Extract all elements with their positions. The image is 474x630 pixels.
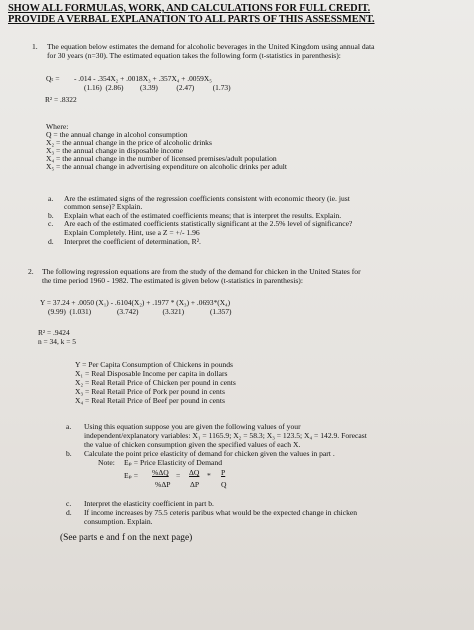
question-2-number: 2. bbox=[28, 267, 34, 276]
q2-note-definition: Eₚ = Price Elasticity of Demand bbox=[124, 458, 222, 467]
elasticity-denominator-1: %ΔP bbox=[155, 480, 171, 489]
q2-def-x1: X₁ = Real Disposable Income per capita in dollars bbox=[75, 369, 228, 378]
q1-part-c-line-2: Explain Completely. Hint, use a Z = +/- 1.96 bbox=[64, 228, 200, 237]
q1-part-c-line-1: Are each of the estimated coefficients statistically significant at the 2.5% level of significance? bbox=[64, 219, 353, 228]
q2-n-k: n = 34, k = 5 bbox=[38, 337, 76, 346]
q1-part-a-line-2: common sense)? Explain. bbox=[64, 202, 143, 211]
q1-part-d-line-1: Interpret the coefficient of determination, R². bbox=[64, 237, 201, 246]
question-1-intro-line-1: The equation below estimates the demand for alcoholic beverages in the United Kingdom using annual data bbox=[47, 42, 375, 51]
q1-def-x2: X₂ = the annual change in the price of alcoholic drinks bbox=[46, 138, 212, 147]
q2-part-b-label: b. bbox=[66, 449, 72, 458]
q1-part-b-label: b. bbox=[48, 211, 54, 220]
q2-part-a-line-2: independent/explanatory variables: X₁ = 1165.9; X₂ = 58.3; X₃ = 123.5; X₄ = 142.9. Forecast bbox=[84, 431, 367, 440]
q2-equation: Y = 37.24 + .0050 (X₁) - .6104(X₂) + .1977 * (X₃) + .0693*(X₄) bbox=[40, 298, 231, 307]
q1-def-x4: X₄ = the annual change in the number of licensed premises/adult population bbox=[46, 154, 277, 163]
elasticity-denominator-2: ΔP bbox=[190, 480, 200, 489]
elasticity-equals: = bbox=[176, 471, 181, 480]
q1-t-statistics: (1.16) (2.86) (3.39) (2.47) (1.73) bbox=[84, 83, 231, 92]
q1-def-q: Q = the annual change in alcohol consumption bbox=[46, 130, 188, 139]
q1-equation-rhs: - .014 - .354X₂ + .0018X₃ + .357X₄ + .0059X₅ bbox=[74, 74, 212, 83]
q2-part-b-line-1: Calculate the point price elasticity of demand for chicken given the values in part . bbox=[84, 449, 335, 458]
see-next-page-note: (See parts e and f on the next page) bbox=[60, 533, 193, 543]
elasticity-times: * bbox=[207, 471, 211, 480]
q2-part-d-line-1: If income increases by 75.5 ceteris paribus what would be the expected change in chicken bbox=[84, 508, 358, 517]
q1-r-squared: R² = .8322 bbox=[45, 95, 77, 104]
question-2-intro-line-2: the time period 1960 - 1982. The estimated is given below (t-statistics in parenthesis): bbox=[42, 276, 303, 285]
q2-def-y: Y = Per Capita Consumption of Chickens in pounds bbox=[75, 360, 233, 369]
q2-def-x4: X₄ = Real Retail Price of Beef per pound in cents bbox=[75, 396, 225, 405]
q2-part-c-line-1: Interpret the elasticity coefficient in part b. bbox=[84, 499, 214, 508]
header-line-1: SHOW ALL FORMULAS, WORK, AND CALCULATIONS FOR FULL CREDIT. bbox=[8, 3, 371, 14]
elasticity-numerator-3: P bbox=[221, 468, 226, 477]
question-1-number: 1. bbox=[32, 42, 38, 51]
q2-part-a-label: a. bbox=[66, 422, 72, 431]
instructions-header bbox=[8, 3, 468, 25]
q1-def-x3: X₃ = the annual change in disposable income bbox=[46, 146, 184, 155]
q1-equation-lhs: Qₜ = bbox=[46, 74, 60, 83]
q1-def-x5: X₅ = the annual change in advertising expenditure on alcoholic drinks per adult bbox=[46, 162, 287, 171]
q2-note-label: Note: bbox=[98, 458, 115, 467]
q1-part-a-label: a. bbox=[48, 194, 54, 203]
q1-part-d-label: d. bbox=[48, 237, 54, 246]
header-line-2: PROVIDE A VERBAL EXPLANATION TO ALL PARTS OF THIS ASSESSMENT. bbox=[8, 14, 375, 26]
q2-part-d-label: d. bbox=[66, 508, 72, 517]
q2-r-squared: R² = .9424 bbox=[38, 328, 70, 337]
q1-part-c-label: c. bbox=[48, 219, 54, 228]
q2-def-x2: X₂ = Real Retail Price of Chicken per pound in cents bbox=[75, 378, 236, 387]
q1-part-b-line-1: Explain what each of the estimated coefficients means; that is interpret the results. Explain. bbox=[64, 211, 342, 220]
question-1-intro-line-2: for 30 years (n=30). The estimated equation takes the following form (t-statistics in parenthesis): bbox=[47, 51, 341, 60]
q2-t-statistics: (9.99) (1.031) (3.742) (3.321) (1.357) bbox=[48, 307, 232, 316]
q2-part-a-line-1: Using this equation suppose you are given the following values of your bbox=[84, 422, 301, 431]
elasticity-denominator-3: Q bbox=[221, 480, 227, 489]
q1-part-a-line-1: Are the estimated signs of the regression coefficients consistent with economic theory (ie. just bbox=[64, 194, 350, 203]
elasticity-numerator-2: ΔQ bbox=[189, 468, 200, 477]
q2-part-d-line-2: consumption. Explain. bbox=[84, 517, 153, 526]
question-2-intro-line-1: The following regression equations are from the study of the demand for chicken in the United States for bbox=[42, 267, 361, 276]
q2-part-c-label: c. bbox=[66, 499, 72, 508]
elasticity-lhs: Eₚ = bbox=[124, 471, 139, 480]
q2-def-x3: X₃ = Real Retail Price of Pork per pound in cents bbox=[75, 387, 225, 396]
q2-part-a-line-3: the value of chicken consumption given the specified values of each X. bbox=[84, 440, 301, 449]
elasticity-numerator-1: %ΔQ bbox=[152, 468, 169, 477]
q1-where-label: Where: bbox=[46, 122, 69, 131]
